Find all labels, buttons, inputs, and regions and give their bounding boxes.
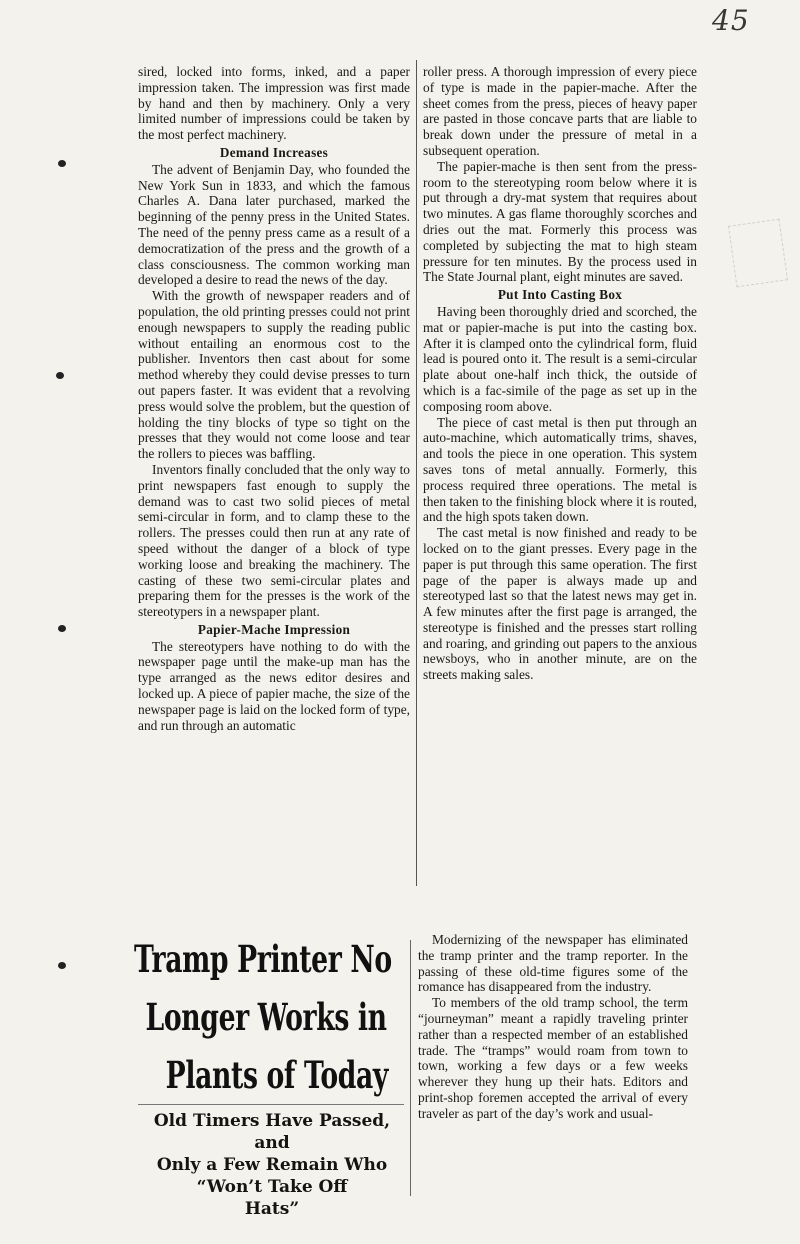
body-paragraph: The papier-mache is then sent from the press-room to the stereotyping room below where it is put through a dry-mat system that requires about two minutes. A gas flame thoroughly scorches and dries out the mat. Formerly this process was completed by subjecting the mat to high steam pressure for ten minutes. By the process used in The State Journal plant, eight minutes are saved.	[423, 158, 697, 285]
section-subhead: Papier-Mache Impression	[197, 621, 351, 637]
body-paragraph: Inventors finally concluded that the only way to print newspapers fast enough to supply the demand was to cast two solid pieces of metal semi-circular in form, and to clamp these to the rollers. The presses could then run at any rate of speed without the danger of a block of type working loose and breaking the machinery. The casting of these two semi-circular plates and preparing them for the presses is the work of the stereotypers in a newspaper plant.	[138, 461, 410, 620]
binding-hole-mark	[58, 962, 66, 969]
tramp-article-body	[418, 932, 688, 1122]
article-left-column	[138, 64, 410, 733]
body-paragraph: The stereotypers have nothing to do with the newspaper page until the make-up man has the type arranged as the news editor desires and locked up. A piece of papier mache, the size of the newspaper page is laid on the locked form of type, and run through an automatic	[138, 638, 410, 733]
column-rule	[410, 940, 411, 1196]
deck-line: “Won’t Take Off	[196, 1177, 348, 1197]
body-paragraph: With the growth of newspaper readers and of population, the old printing presses could not print enough newspapers to supply the reading public without entailing an enormous cost to the publisher. Inventors then cast about for some method whereby they could devise presses to turn out papers faster. It was evident that a revolving press would solve the problem, but the question of holding the tiny blocks of type so tight on the presses that they would not come loose and tear the rollers to pieces was baffling.	[138, 288, 410, 462]
subheadline-deck	[134, 1110, 410, 1220]
body-paragraph: Having been thoroughly dried and scorched, the mat or papier-mache is put into the casting box. After it is clamped onto the cylindrical form, fluid lead is poured onto it. The result is a semi-circular plate about one-half inch thick, the outside of which is a fac-simile of the page as set up in the composing room above.	[423, 303, 697, 414]
headline-divider	[138, 1104, 404, 1105]
body-paragraph: roller press. A thorough impression of every piece of type is made in the papier-mache. After the sheet comes from the press, pieces of heavy paper are pasted in those concave parts that are liable to break down under the pressure of metal in a subsequent operation.	[423, 64, 697, 158]
headline-line: Longer Works in	[145, 995, 387, 1039]
body-paragraph: The cast metal is now finished and ready to be locked on to the giant presses. Every page in the paper is put through this same operation. The first page of the paper is always made up and stereotyped last so that the latest news may get in. A few minutes after the first page is arranged, the stereotype is finished and the presses start rolling and roaring, and grinding out papers to the anxious newsboys, who in another minute, are on the streets making sales.	[423, 525, 697, 683]
deck-line: Old Timers Have Passed, and	[153, 1111, 391, 1153]
page-number: 45	[712, 4, 750, 37]
body-paragraph: To members of the old tramp school, the term “journeyman” meant a rapidly traveling printer rather than a respected member of an established trade. The “tramps” would roam from town to town, working a few days or a few weeks wherever they hung up their hats. Editors and print-shop foremen accepted the arrival of every traveler as part of the day’s work and usual-	[418, 995, 688, 1121]
body-paragraph: The piece of cast metal is then put through an auto-machine, which automatically trims, shaves, and tools the piece in one operation. This system saves tons of metal annually. Formerly, this process required three operations. The metal is then taken to the finishing block where it is routed, and the high spots taken down.	[423, 414, 697, 525]
binding-hole-mark	[58, 160, 66, 167]
body-paragraph: The advent of Benjamin Day, who founded the New York Sun in 1833, and which the famous Charles A. Dana later purchased, marked the beginning of the penny press in the United States. The need of the penny press came as a result of a democratization of the press and the growth of a class consciousness. The common working man developed a desire to read the news of the day.	[138, 161, 410, 288]
faded-stamp	[728, 219, 788, 288]
headline-line: Tramp Printer No	[134, 937, 392, 981]
binding-hole-mark	[58, 625, 66, 632]
deck-line: Hats”	[244, 1199, 300, 1219]
section-subhead: Demand Increases	[219, 144, 329, 160]
deck-line: Only a Few Remain Who	[156, 1155, 388, 1175]
article-right-column	[423, 64, 697, 683]
section-subhead: Put Into Casting Box	[497, 287, 623, 303]
binding-hole-mark	[56, 372, 64, 379]
body-paragraph: Modernizing of the newspaper has eliminated the tramp printer and the tramp reporter. In the passing of these old-time figures some of the romance has disappeared from the industry.	[418, 932, 688, 995]
column-rule	[416, 60, 417, 886]
headline	[134, 930, 408, 1104]
headline-line: Plants of Today	[165, 1053, 389, 1097]
body-paragraph: sired, locked into forms, inked, and a paper impression taken. The impression was first made by hand and then by machinery. Only a very limited number of impressions could be taken by the most perfect machinery.	[138, 64, 410, 143]
